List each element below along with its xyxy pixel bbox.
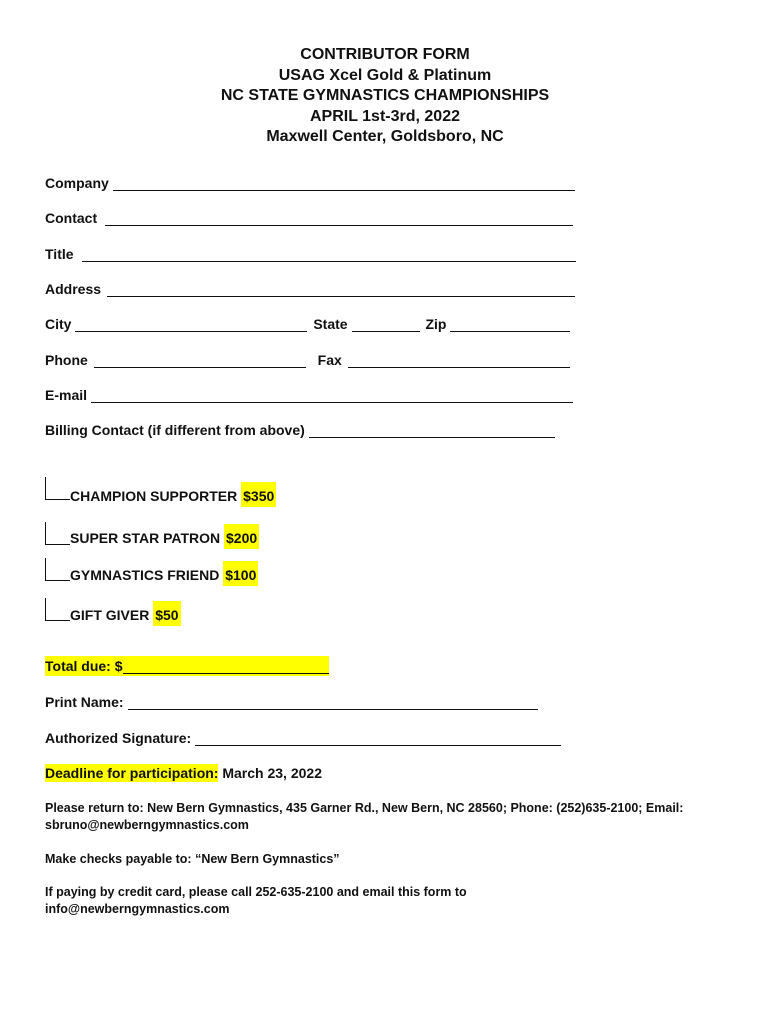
checkbox-super-star[interactable] — [45, 522, 70, 545]
event-location: Maxwell Center, Goldsboro, NC — [266, 128, 504, 145]
form-header — [0, 45, 770, 148]
option-champion-price: $350 — [241, 482, 276, 507]
deadline-row — [45, 764, 322, 782]
signature-row — [45, 729, 561, 747]
email-row — [45, 386, 573, 404]
zip-field[interactable] — [450, 317, 570, 332]
check-instructions: Make checks payable to: “New Bern Gymnastics” — [45, 852, 340, 866]
address-row — [45, 280, 575, 298]
option-champion — [70, 487, 276, 505]
fax-label: Fax — [317, 352, 342, 368]
billing-field[interactable] — [309, 423, 555, 438]
option-super-star-price: $200 — [224, 524, 259, 549]
total-due-row — [45, 656, 329, 676]
title-field[interactable] — [82, 247, 576, 262]
checkbox-champion[interactable] — [45, 477, 70, 500]
contact-row — [45, 209, 573, 227]
option-super-star-label: SUPER STAR PATRON — [70, 530, 221, 546]
state-label: State — [313, 316, 348, 332]
option-gymnastics-friend — [70, 566, 258, 584]
option-super-star — [70, 529, 259, 547]
email-label: E-mail — [45, 387, 88, 403]
city-label: City — [45, 316, 72, 332]
contact-label: Contact — [45, 210, 98, 226]
total-due-highlight — [45, 656, 329, 676]
deadline-label: Deadline for participation: — [45, 765, 219, 781]
option-gymnastics-friend-price: $100 — [223, 561, 258, 586]
fax-field[interactable] — [348, 353, 570, 368]
signature-field[interactable] — [195, 731, 561, 746]
form-title: CONTRIBUTOR FORM — [300, 46, 470, 63]
option-gymnastics-friend-label: GYMNASTICS FRIEND — [70, 567, 220, 583]
return-instructions: Please return to: New Bern Gymnastics, 435 Garner Rd., New Bern, NC 28560; Phone: (252)635-2100; Email: sbruno@newberngymnastics.com — [45, 801, 684, 832]
print-name-label: Print Name: — [45, 694, 124, 710]
state-field[interactable] — [352, 317, 420, 332]
championship-name: NC STATE GYMNASTICS CHAMPIONSHIPS — [220, 87, 550, 104]
phone-field[interactable] — [94, 353, 306, 368]
address-label: Address — [45, 281, 102, 297]
option-champion-label: CHAMPION SUPPORTER — [70, 488, 238, 504]
contact-field[interactable] — [105, 211, 573, 226]
checkbox-gymnastics-friend[interactable] — [45, 558, 70, 581]
billing-label: Billing Contact (if different from above) — [45, 422, 305, 438]
total-due-field[interactable] — [123, 659, 329, 674]
option-gift-giver-price: $50 — [153, 601, 180, 626]
city-state-zip-row — [45, 315, 570, 333]
phone-label: Phone — [45, 352, 88, 368]
city-field[interactable] — [75, 317, 307, 332]
zip-label: Zip — [425, 316, 447, 332]
email-field[interactable] — [91, 388, 573, 403]
print-name-field[interactable] — [128, 695, 538, 710]
option-gift-giver-label: GIFT GIVER — [70, 607, 150, 623]
title-row — [45, 245, 576, 263]
option-gift-giver — [70, 606, 181, 624]
billing-row — [45, 421, 555, 439]
event-name: USAG Xcel Gold & Platinum — [278, 66, 492, 84]
print-name-row — [45, 693, 538, 711]
checkbox-gift-giver[interactable] — [45, 598, 70, 621]
company-row — [45, 174, 575, 192]
deadline-date: March 23, 2022 — [222, 765, 322, 781]
event-dates: APRIL 1st-3rd, 2022 — [310, 107, 460, 125]
address-field[interactable] — [107, 282, 575, 297]
total-due-label: Total due: $ — [45, 658, 123, 674]
company-field[interactable] — [113, 176, 575, 191]
signature-label: Authorized Signature: — [45, 730, 192, 746]
company-label: Company — [45, 175, 109, 191]
title-label: Title — [45, 246, 74, 262]
credit-card-instructions: If paying by credit card, please call 252-635-2100 and email this form to info@newberngymnastics.com — [45, 885, 467, 916]
phone-fax-row — [45, 351, 570, 369]
